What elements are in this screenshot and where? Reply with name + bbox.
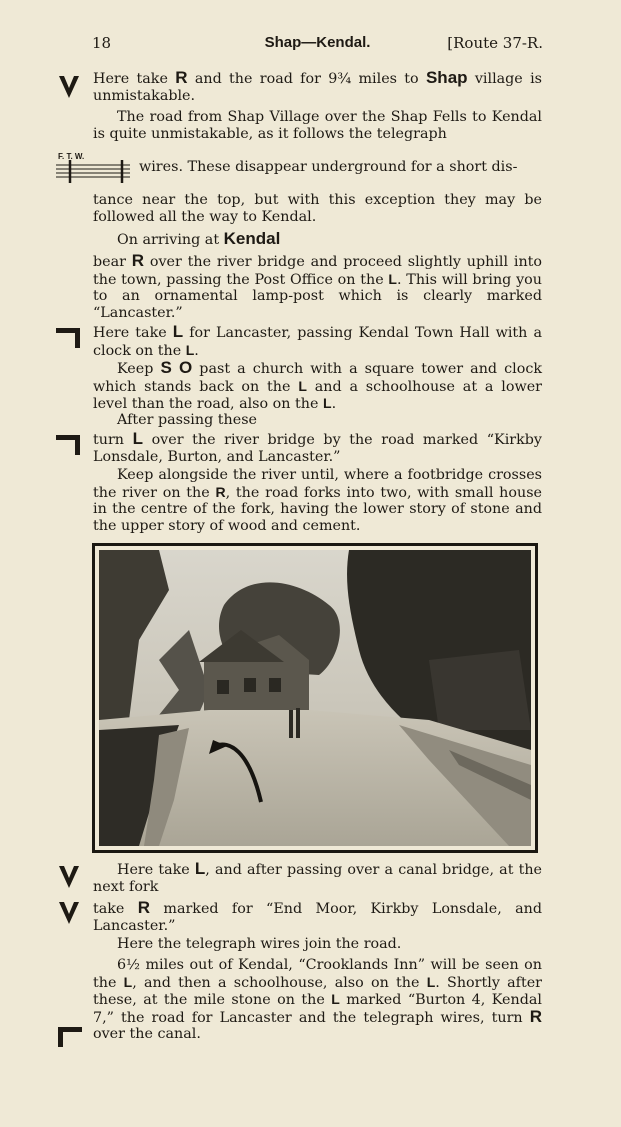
running-header <box>92 34 543 56</box>
paragraph: Here take R and the road for 9¾ miles to Shap village is unmistakable. <box>93 68 542 104</box>
paragraph: wires. These disappear underground for a short dis- <box>139 159 518 175</box>
paragraph: Here the telegraph wires join the road. <box>117 936 402 952</box>
direction-left: L <box>194 859 206 878</box>
paragraph: bear R over the river bridge and proceed slightly uphill into the town, passing the Post Office on the L. This will bring you to an ornamental lamp-post which is clearly marked “Lancaster.” <box>93 251 543 321</box>
place-name: Shap <box>425 68 468 87</box>
paragraph: The road from Shap Village over the Shap Fells to Kendal is quite unmistakable, as it follows the telegraph <box>93 109 542 142</box>
route-label: [Route 37-R. <box>447 34 543 52</box>
direction-right: R <box>131 251 145 270</box>
road-fork-photograph <box>92 543 538 853</box>
direction-right: R <box>529 1006 542 1026</box>
paragraph: 6½ miles out of Kendal, “Crooklands Inn” will be seen on the L, and then a schoolhouse, also on the L. Shortly after these, at the mile stone on the L marked “Burton 4, Kendal 7,” the road for Lancaster and the telegraph wires, turn R over the canal. <box>93 957 542 1042</box>
paragraph: take R marked for “End Moor, Kirkby Lonsdale, and Lancaster.” <box>93 898 542 934</box>
paragraph: Keep S O past a church with a square tower and clock which stands back on the L and a schoolhouse at a lower level than the road, also on the L. <box>93 358 542 412</box>
turn-left-icon <box>56 432 82 456</box>
turn-right-icon <box>56 1024 82 1048</box>
turn-left-icon <box>56 325 82 349</box>
direction-left: L <box>132 429 143 448</box>
fork-symbol-icon <box>58 900 80 926</box>
direction-straight-on: S O <box>160 358 193 377</box>
paragraph: turn L over the river bridge by the road marked “Kirkby Lonsdale, Burton, and Lancaster.” <box>93 429 543 465</box>
telegraph-wires-icon <box>56 150 132 184</box>
page-title: Shap—Kendal. <box>264 34 371 51</box>
ftw-label: F. T. W. <box>58 152 85 161</box>
place-name: Kendal <box>223 229 281 248</box>
direction-right: R <box>137 898 151 917</box>
paragraph: Keep alongside the river until, where a footbridge crosses the river on the R, the road forks into two, with small house in the centre of the fork, having the lower story of stone and the upper story of wood and cement. <box>93 467 542 534</box>
paragraph: Here take L, and after passing over a canal bridge, at the next fork <box>93 859 542 895</box>
photo-image <box>99 550 531 846</box>
paragraph: After passing these <box>117 412 257 428</box>
fork-symbol-icon <box>58 864 80 890</box>
direction-left: L <box>172 322 184 341</box>
page-number: 18 <box>92 34 112 52</box>
paragraph: On arriving at Kendal <box>117 229 281 248</box>
fork-symbol-icon <box>58 74 80 100</box>
paragraph: Here take L for Lancaster, passing Kendal Town Hall with a clock on the L. <box>93 322 542 359</box>
paragraph: tance near the top, but with this exception they may be followed all the way to Kendal. <box>93 192 542 225</box>
direction-right: R <box>175 68 188 87</box>
